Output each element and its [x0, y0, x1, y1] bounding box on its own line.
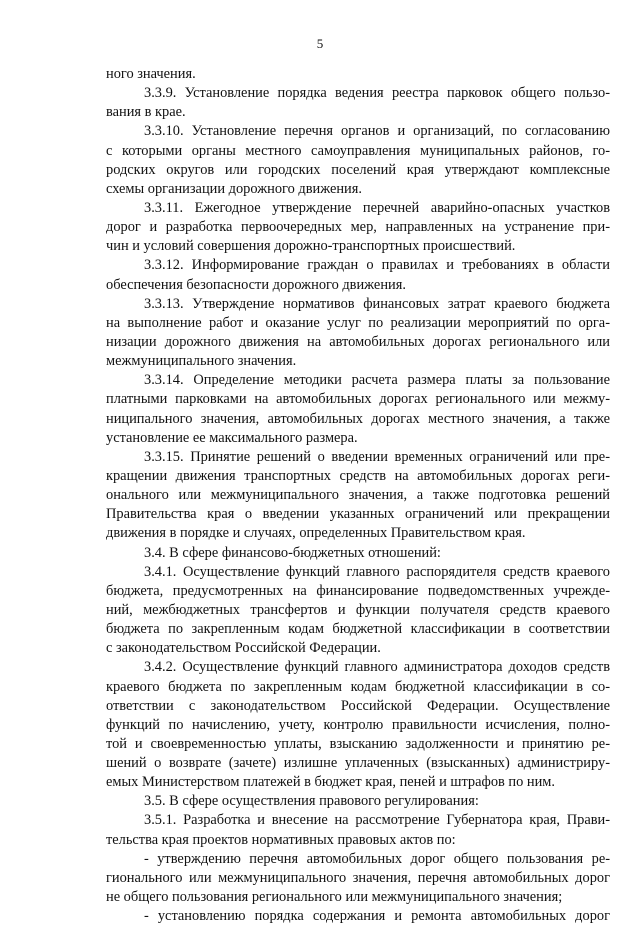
- text-line: дорог и разработка первоочередных мер, направленных на устранение при-: [106, 219, 610, 236]
- text-line: низации дорожного движения на автомобильных дорогах регионального или: [106, 333, 610, 350]
- text-line: кращении движения транспортных средств на автомобильных дорогах реги-: [106, 467, 610, 484]
- document-body: [106, 65, 610, 926]
- text-line: ниципального значения, автомобильных дорогах местного значения, а также: [106, 410, 610, 427]
- text-line: ответствии с законодательством Российской Федерации. Осуществление: [106, 697, 610, 714]
- text-line: - установлению порядка содержания и ремонта автомобильных дорог: [144, 908, 610, 925]
- text-line: 3.3.10. Установление перечня органов и организаций, по согласованию: [144, 123, 610, 140]
- text-line: межмуниципального значения.: [106, 353, 297, 370]
- text-line: 3.4.2. Осуществление функций главного администратора доходов средств: [144, 659, 610, 676]
- text-line: 3.3.14. Определение методики расчета размера платы за пользование: [144, 372, 610, 389]
- text-line: не общего пользования регионального или межмуниципального значения;: [106, 889, 563, 906]
- text-line: той и своевременностью уплаты, взысканию задолженности и принятию ре-: [106, 735, 610, 752]
- text-line: Правительства края о введении указанных ограничений или прекращении: [106, 506, 610, 523]
- text-line: 3.3.12. Информирование граждан о правилах и требованиях в области: [144, 257, 610, 274]
- text-line: шений о возврате (зачете) излишне уплаченных (взысканных) администриру-: [106, 755, 610, 772]
- text-line: 3.5. В сфере осуществления правового регулирования:: [144, 793, 479, 810]
- text-line: ний, межбюджетных трансфертов и функции получателя средств краевого: [106, 601, 610, 618]
- text-line: 3.4. В сфере финансово-бюджетных отношений:: [144, 544, 441, 561]
- text-line: 3.3.11. Ежегодное утверждение перечней аварийно-опасных участков: [144, 199, 610, 216]
- text-line: бюджета по закрепленным кодам бюджетной классификации в соответствии: [106, 621, 610, 638]
- text-line: с законодательством Российской Федерации.: [106, 640, 381, 657]
- text-line: чин и условий совершения дорожно-транспортных происшествий.: [106, 238, 516, 255]
- text-line: движения в порядке и случаях, определенных Правительством края.: [106, 525, 526, 542]
- text-line: вания в крае.: [106, 104, 186, 121]
- text-line: гионального или межмуниципального значения, перечня автомобильных дорог: [106, 869, 610, 886]
- text-line: - утверждению перечня автомобильных дорог общего пользования ре-: [144, 850, 610, 867]
- text-line: установление ее максимального размера.: [106, 429, 358, 446]
- page-number: 5: [316, 36, 324, 51]
- text-line: 3.4.1. Осуществление функций главного распорядителя средств краевого: [144, 563, 610, 580]
- text-line: 3.3.9. Установление порядка ведения реестра парковок общего пользо-: [144, 85, 610, 102]
- text-line: онального или межмуниципального значения, а также подготовка решений: [106, 487, 610, 504]
- text-line: 3.5.1. Разработка и внесение на рассмотрение Губернатора края, Прави-: [144, 812, 610, 829]
- text-line: на выполнение работ и оказание услуг по реализации мероприятий по орга-: [106, 314, 610, 331]
- text-line: 3.3.13. Утверждение нормативов финансовых затрат краевого бюджета: [144, 295, 610, 312]
- text-line: краевого бюджета по закрепленным кодам бюджетной классификации в со-: [106, 678, 610, 695]
- text-line: тельства края проектов нормативных правовых актов по:: [106, 831, 456, 848]
- text-line: с которыми органы местного самоуправления муниципальных районов, го-: [106, 142, 610, 159]
- text-line: 3.3.15. Принятие решений о введении временных ограничений или пре-: [144, 448, 610, 465]
- text-line: ного значения.: [106, 66, 196, 82]
- text-line: схемы организации дорожного движения.: [106, 180, 362, 197]
- text-line: емых Министерством платежей в бюджет края, пеней и штрафов по ним.: [106, 774, 556, 791]
- text-line: платными парковками на автомобильных дорогах регионального или межму-: [106, 391, 610, 408]
- text-line: родских округов или городских поселений края утверждают комплексные: [106, 161, 610, 178]
- text-line: обеспечения безопасности дорожного движения.: [106, 276, 406, 293]
- text-line: бюджета, предусмотренных на финансирование подведомственных учрежде-: [106, 582, 610, 599]
- text-line: функций по начислению, учету, контролю правильности исчисления, полно-: [106, 716, 610, 733]
